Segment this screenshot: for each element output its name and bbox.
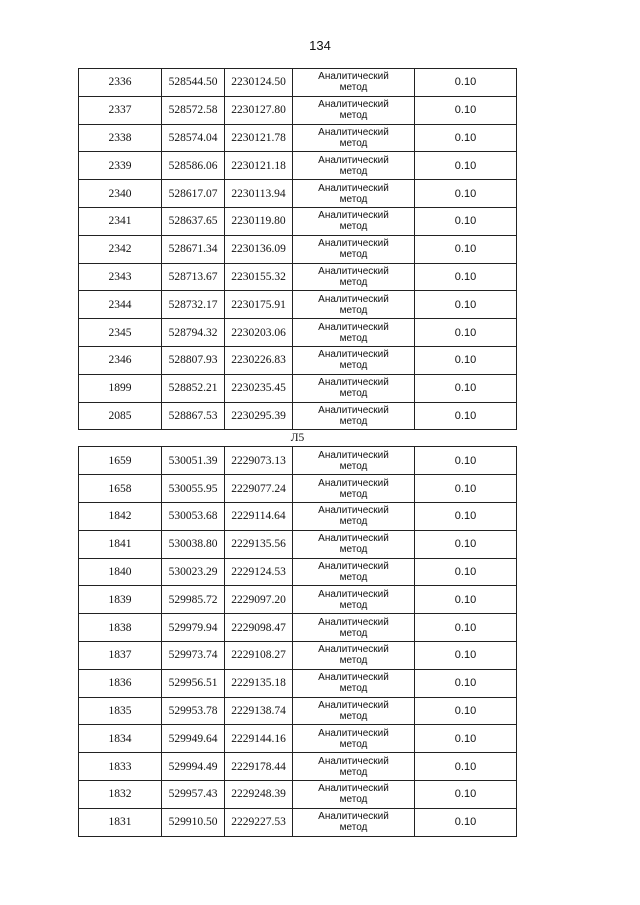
x-coordinate-cell: 529985.72 [162, 586, 225, 614]
point-number-cell: 2344 [79, 291, 162, 319]
accuracy-cell: 0.10 [415, 96, 517, 124]
x-coordinate-cell: 528544.50 [162, 69, 225, 97]
table-body-part-1 [79, 69, 517, 430]
accuracy-cell: 0.10 [415, 263, 517, 291]
method-line-2: метод [339, 794, 368, 806]
method-cell [293, 725, 415, 753]
x-coordinate-cell: 528732.17 [162, 291, 225, 319]
x-coordinate-cell: 529953.78 [162, 697, 225, 725]
method-line-2: метод [339, 249, 368, 261]
accuracy-cell: 0.10 [415, 291, 517, 319]
accuracy-cell: 0.10 [415, 207, 517, 235]
method-line-2: метод [339, 488, 368, 500]
y-coordinate-cell: 2229135.18 [225, 669, 293, 697]
y-coordinate-cell: 2230136.09 [225, 235, 293, 263]
accuracy-cell: 0.10 [415, 753, 517, 781]
y-coordinate-cell: 2229144.16 [225, 725, 293, 753]
method-line-1: Аналитический [318, 99, 389, 111]
table-row [79, 530, 517, 558]
x-coordinate-cell: 530023.29 [162, 558, 225, 586]
x-coordinate-cell: 529956.51 [162, 669, 225, 697]
point-number-cell: 1837 [79, 641, 162, 669]
method-line-1: Аналитический [318, 404, 389, 416]
method-line-2: метод [339, 683, 368, 695]
method-line-1: Аналитический [318, 265, 389, 277]
method-cell [293, 402, 415, 430]
y-coordinate-cell: 2230235.45 [225, 374, 293, 402]
accuracy-cell: 0.10 [415, 447, 517, 475]
x-coordinate-cell: 530051.39 [162, 447, 225, 475]
method-line-1: Аналитический [318, 699, 389, 711]
method-line-2: метод [339, 193, 368, 205]
point-number-cell: 2336 [79, 69, 162, 97]
accuracy-cell: 0.10 [415, 558, 517, 586]
y-coordinate-cell: 2230124.50 [225, 69, 293, 97]
method-line-2: метод [339, 655, 368, 667]
method-line-2: метод [339, 137, 368, 149]
method-line-1: Аналитический [318, 672, 389, 684]
x-coordinate-cell: 528794.32 [162, 319, 225, 347]
y-coordinate-cell: 2229248.39 [225, 780, 293, 808]
point-number-cell: 2345 [79, 319, 162, 347]
point-number-cell: 2346 [79, 346, 162, 374]
y-coordinate-cell: 2229073.13 [225, 447, 293, 475]
x-coordinate-cell: 530055.95 [162, 475, 225, 503]
x-coordinate-cell: 529973.74 [162, 641, 225, 669]
method-line-2: метод [339, 822, 368, 834]
method-cell [293, 291, 415, 319]
y-coordinate-cell: 2230203.06 [225, 319, 293, 347]
y-coordinate-cell: 2229077.24 [225, 475, 293, 503]
y-coordinate-cell: 2230175.91 [225, 291, 293, 319]
x-coordinate-cell: 529994.49 [162, 753, 225, 781]
method-cell [293, 641, 415, 669]
point-number-cell: 2340 [79, 180, 162, 208]
accuracy-cell: 0.10 [415, 614, 517, 642]
table-row [79, 586, 517, 614]
y-coordinate-cell: 2229124.53 [225, 558, 293, 586]
point-number-cell: 2341 [79, 207, 162, 235]
y-coordinate-cell: 2229138.74 [225, 697, 293, 725]
method-line-1: Аналитический [318, 533, 389, 545]
accuracy-cell: 0.10 [415, 124, 517, 152]
method-cell [293, 697, 415, 725]
point-number-cell: 1838 [79, 614, 162, 642]
method-cell [293, 235, 415, 263]
point-number-cell: 2338 [79, 124, 162, 152]
method-line-1: Аналитический [318, 182, 389, 194]
method-line-1: Аналитический [318, 210, 389, 222]
accuracy-cell: 0.10 [415, 152, 517, 180]
accuracy-cell: 0.10 [415, 697, 517, 725]
method-line-2: метод [339, 738, 368, 750]
y-coordinate-cell: 2230121.78 [225, 124, 293, 152]
table-row [79, 374, 517, 402]
x-coordinate-cell: 529910.50 [162, 808, 225, 836]
point-number-cell: 1836 [79, 669, 162, 697]
table-row [79, 263, 517, 291]
point-number-cell: 1833 [79, 753, 162, 781]
accuracy-cell: 0.10 [415, 669, 517, 697]
method-line-1: Аналитический [318, 644, 389, 656]
accuracy-cell: 0.10 [415, 530, 517, 558]
method-line-2: метод [339, 627, 368, 639]
table-row [79, 808, 517, 836]
point-number-cell: 1659 [79, 447, 162, 475]
method-cell [293, 558, 415, 586]
method-line-2: метод [339, 221, 368, 233]
method-line-2: метод [339, 360, 368, 372]
method-line-2: метод [339, 710, 368, 722]
method-cell [293, 96, 415, 124]
method-cell [293, 152, 415, 180]
table-row [79, 669, 517, 697]
point-number-cell: 1658 [79, 475, 162, 503]
accuracy-cell: 0.10 [415, 641, 517, 669]
method-cell [293, 614, 415, 642]
accuracy-cell: 0.10 [415, 69, 517, 97]
table-row [79, 291, 517, 319]
method-line-1: Аналитический [318, 71, 389, 83]
method-line-2: метод [339, 599, 368, 611]
y-coordinate-cell: 2229227.53 [225, 808, 293, 836]
accuracy-cell: 0.10 [415, 586, 517, 614]
method-line-2: метод [339, 460, 368, 472]
table-row [79, 641, 517, 669]
accuracy-cell: 0.10 [415, 235, 517, 263]
table-row [79, 558, 517, 586]
method-cell [293, 207, 415, 235]
coordinates-table [78, 68, 517, 837]
point-number-cell: 2085 [79, 402, 162, 430]
accuracy-cell: 0.10 [415, 780, 517, 808]
method-cell [293, 475, 415, 503]
point-number-cell: 2342 [79, 235, 162, 263]
x-coordinate-cell: 529957.43 [162, 780, 225, 808]
table-row [79, 475, 517, 503]
method-line-1: Аналитический [318, 560, 389, 572]
method-line-1: Аналитический [318, 126, 389, 138]
method-line-1: Аналитический [318, 588, 389, 600]
y-coordinate-cell: 2230226.83 [225, 346, 293, 374]
x-coordinate-cell: 528671.34 [162, 235, 225, 263]
y-coordinate-cell: 2229108.27 [225, 641, 293, 669]
method-cell [293, 180, 415, 208]
table-row [79, 780, 517, 808]
accuracy-cell: 0.10 [415, 346, 517, 374]
page-number: 134 [309, 38, 331, 53]
method-cell [293, 447, 415, 475]
x-coordinate-cell: 528852.21 [162, 374, 225, 402]
point-number-cell: 1835 [79, 697, 162, 725]
section-header [79, 430, 517, 447]
point-number-cell: 1842 [79, 502, 162, 530]
point-number-cell: 1832 [79, 780, 162, 808]
x-coordinate-cell: 528617.07 [162, 180, 225, 208]
method-line-1: Аналитический [318, 783, 389, 795]
x-coordinate-cell: 529979.94 [162, 614, 225, 642]
section-row [79, 430, 517, 447]
x-coordinate-cell: 528867.53 [162, 402, 225, 430]
table-row [79, 207, 517, 235]
section-label: Л5 [79, 430, 517, 447]
table-body-part-2 [79, 447, 517, 836]
method-line-2: метод [339, 388, 368, 400]
method-line-1: Аналитический [318, 154, 389, 166]
table-row [79, 346, 517, 374]
table-row [79, 180, 517, 208]
method-line-2: метод [339, 82, 368, 94]
point-number-cell: 2339 [79, 152, 162, 180]
accuracy-cell: 0.10 [415, 725, 517, 753]
point-number-cell: 1841 [79, 530, 162, 558]
method-cell [293, 669, 415, 697]
method-cell [293, 319, 415, 347]
table-row [79, 124, 517, 152]
method-line-2: метод [339, 571, 368, 583]
table-row [79, 152, 517, 180]
table-row [79, 614, 517, 642]
method-line-2: метод [339, 304, 368, 316]
x-coordinate-cell: 530053.68 [162, 502, 225, 530]
method-cell [293, 374, 415, 402]
table-row [79, 69, 517, 97]
y-coordinate-cell: 2230113.94 [225, 180, 293, 208]
table-row [79, 235, 517, 263]
method-cell [293, 124, 415, 152]
accuracy-cell: 0.10 [415, 502, 517, 530]
method-cell [293, 780, 415, 808]
method-line-2: метод [339, 516, 368, 528]
x-coordinate-cell: 528574.04 [162, 124, 225, 152]
x-coordinate-cell: 528572.58 [162, 96, 225, 124]
table-row [79, 402, 517, 430]
method-line-1: Аналитический [318, 727, 389, 739]
table-row [79, 502, 517, 530]
method-line-2: метод [339, 544, 368, 556]
accuracy-cell: 0.10 [415, 374, 517, 402]
table-row [79, 753, 517, 781]
point-number-cell: 2337 [79, 96, 162, 124]
method-line-1: Аналитический [318, 616, 389, 628]
y-coordinate-cell: 2230155.32 [225, 263, 293, 291]
method-cell [293, 263, 415, 291]
method-line-2: метод [339, 110, 368, 122]
method-line-1: Аналитический [318, 755, 389, 767]
method-line-1: Аналитический [318, 505, 389, 517]
accuracy-cell: 0.10 [415, 808, 517, 836]
y-coordinate-cell: 2230127.80 [225, 96, 293, 124]
method-line-2: метод [339, 165, 368, 177]
x-coordinate-cell: 530038.80 [162, 530, 225, 558]
accuracy-cell: 0.10 [415, 319, 517, 347]
method-line-1: Аналитический [318, 477, 389, 489]
table-row [79, 725, 517, 753]
point-number-cell: 1899 [79, 374, 162, 402]
method-line-1: Аналитический [318, 238, 389, 250]
point-number-cell: 1839 [79, 586, 162, 614]
point-number-cell: 1840 [79, 558, 162, 586]
method-line-1: Аналитический [318, 293, 389, 305]
method-line-1: Аналитический [318, 321, 389, 333]
accuracy-cell: 0.10 [415, 180, 517, 208]
method-cell [293, 502, 415, 530]
y-coordinate-cell: 2230295.39 [225, 402, 293, 430]
x-coordinate-cell: 528637.65 [162, 207, 225, 235]
y-coordinate-cell: 2229114.64 [225, 502, 293, 530]
method-line-1: Аналитический [318, 377, 389, 389]
x-coordinate-cell: 528713.67 [162, 263, 225, 291]
y-coordinate-cell: 2229097.20 [225, 586, 293, 614]
x-coordinate-cell: 528807.93 [162, 346, 225, 374]
table-row [79, 319, 517, 347]
point-number-cell: 1834 [79, 725, 162, 753]
method-cell [293, 346, 415, 374]
method-cell [293, 586, 415, 614]
method-cell [293, 69, 415, 97]
method-cell [293, 530, 415, 558]
y-coordinate-cell: 2230121.18 [225, 152, 293, 180]
accuracy-cell: 0.10 [415, 475, 517, 503]
table-row [79, 447, 517, 475]
method-line-2: метод [339, 332, 368, 344]
y-coordinate-cell: 2229178.44 [225, 753, 293, 781]
table-row [79, 96, 517, 124]
method-line-2: метод [339, 276, 368, 288]
method-line-1: Аналитический [318, 349, 389, 361]
y-coordinate-cell: 2229135.56 [225, 530, 293, 558]
table-row [79, 697, 517, 725]
method-line-2: метод [339, 766, 368, 778]
point-number-cell: 1831 [79, 808, 162, 836]
method-line-1: Аналитический [318, 811, 389, 823]
x-coordinate-cell: 528586.06 [162, 152, 225, 180]
method-cell [293, 808, 415, 836]
x-coordinate-cell: 529949.64 [162, 725, 225, 753]
y-coordinate-cell: 2229098.47 [225, 614, 293, 642]
method-line-1: Аналитический [318, 449, 389, 461]
point-number-cell: 2343 [79, 263, 162, 291]
y-coordinate-cell: 2230119.80 [225, 207, 293, 235]
method-cell [293, 753, 415, 781]
method-line-2: метод [339, 415, 368, 427]
accuracy-cell: 0.10 [415, 402, 517, 430]
